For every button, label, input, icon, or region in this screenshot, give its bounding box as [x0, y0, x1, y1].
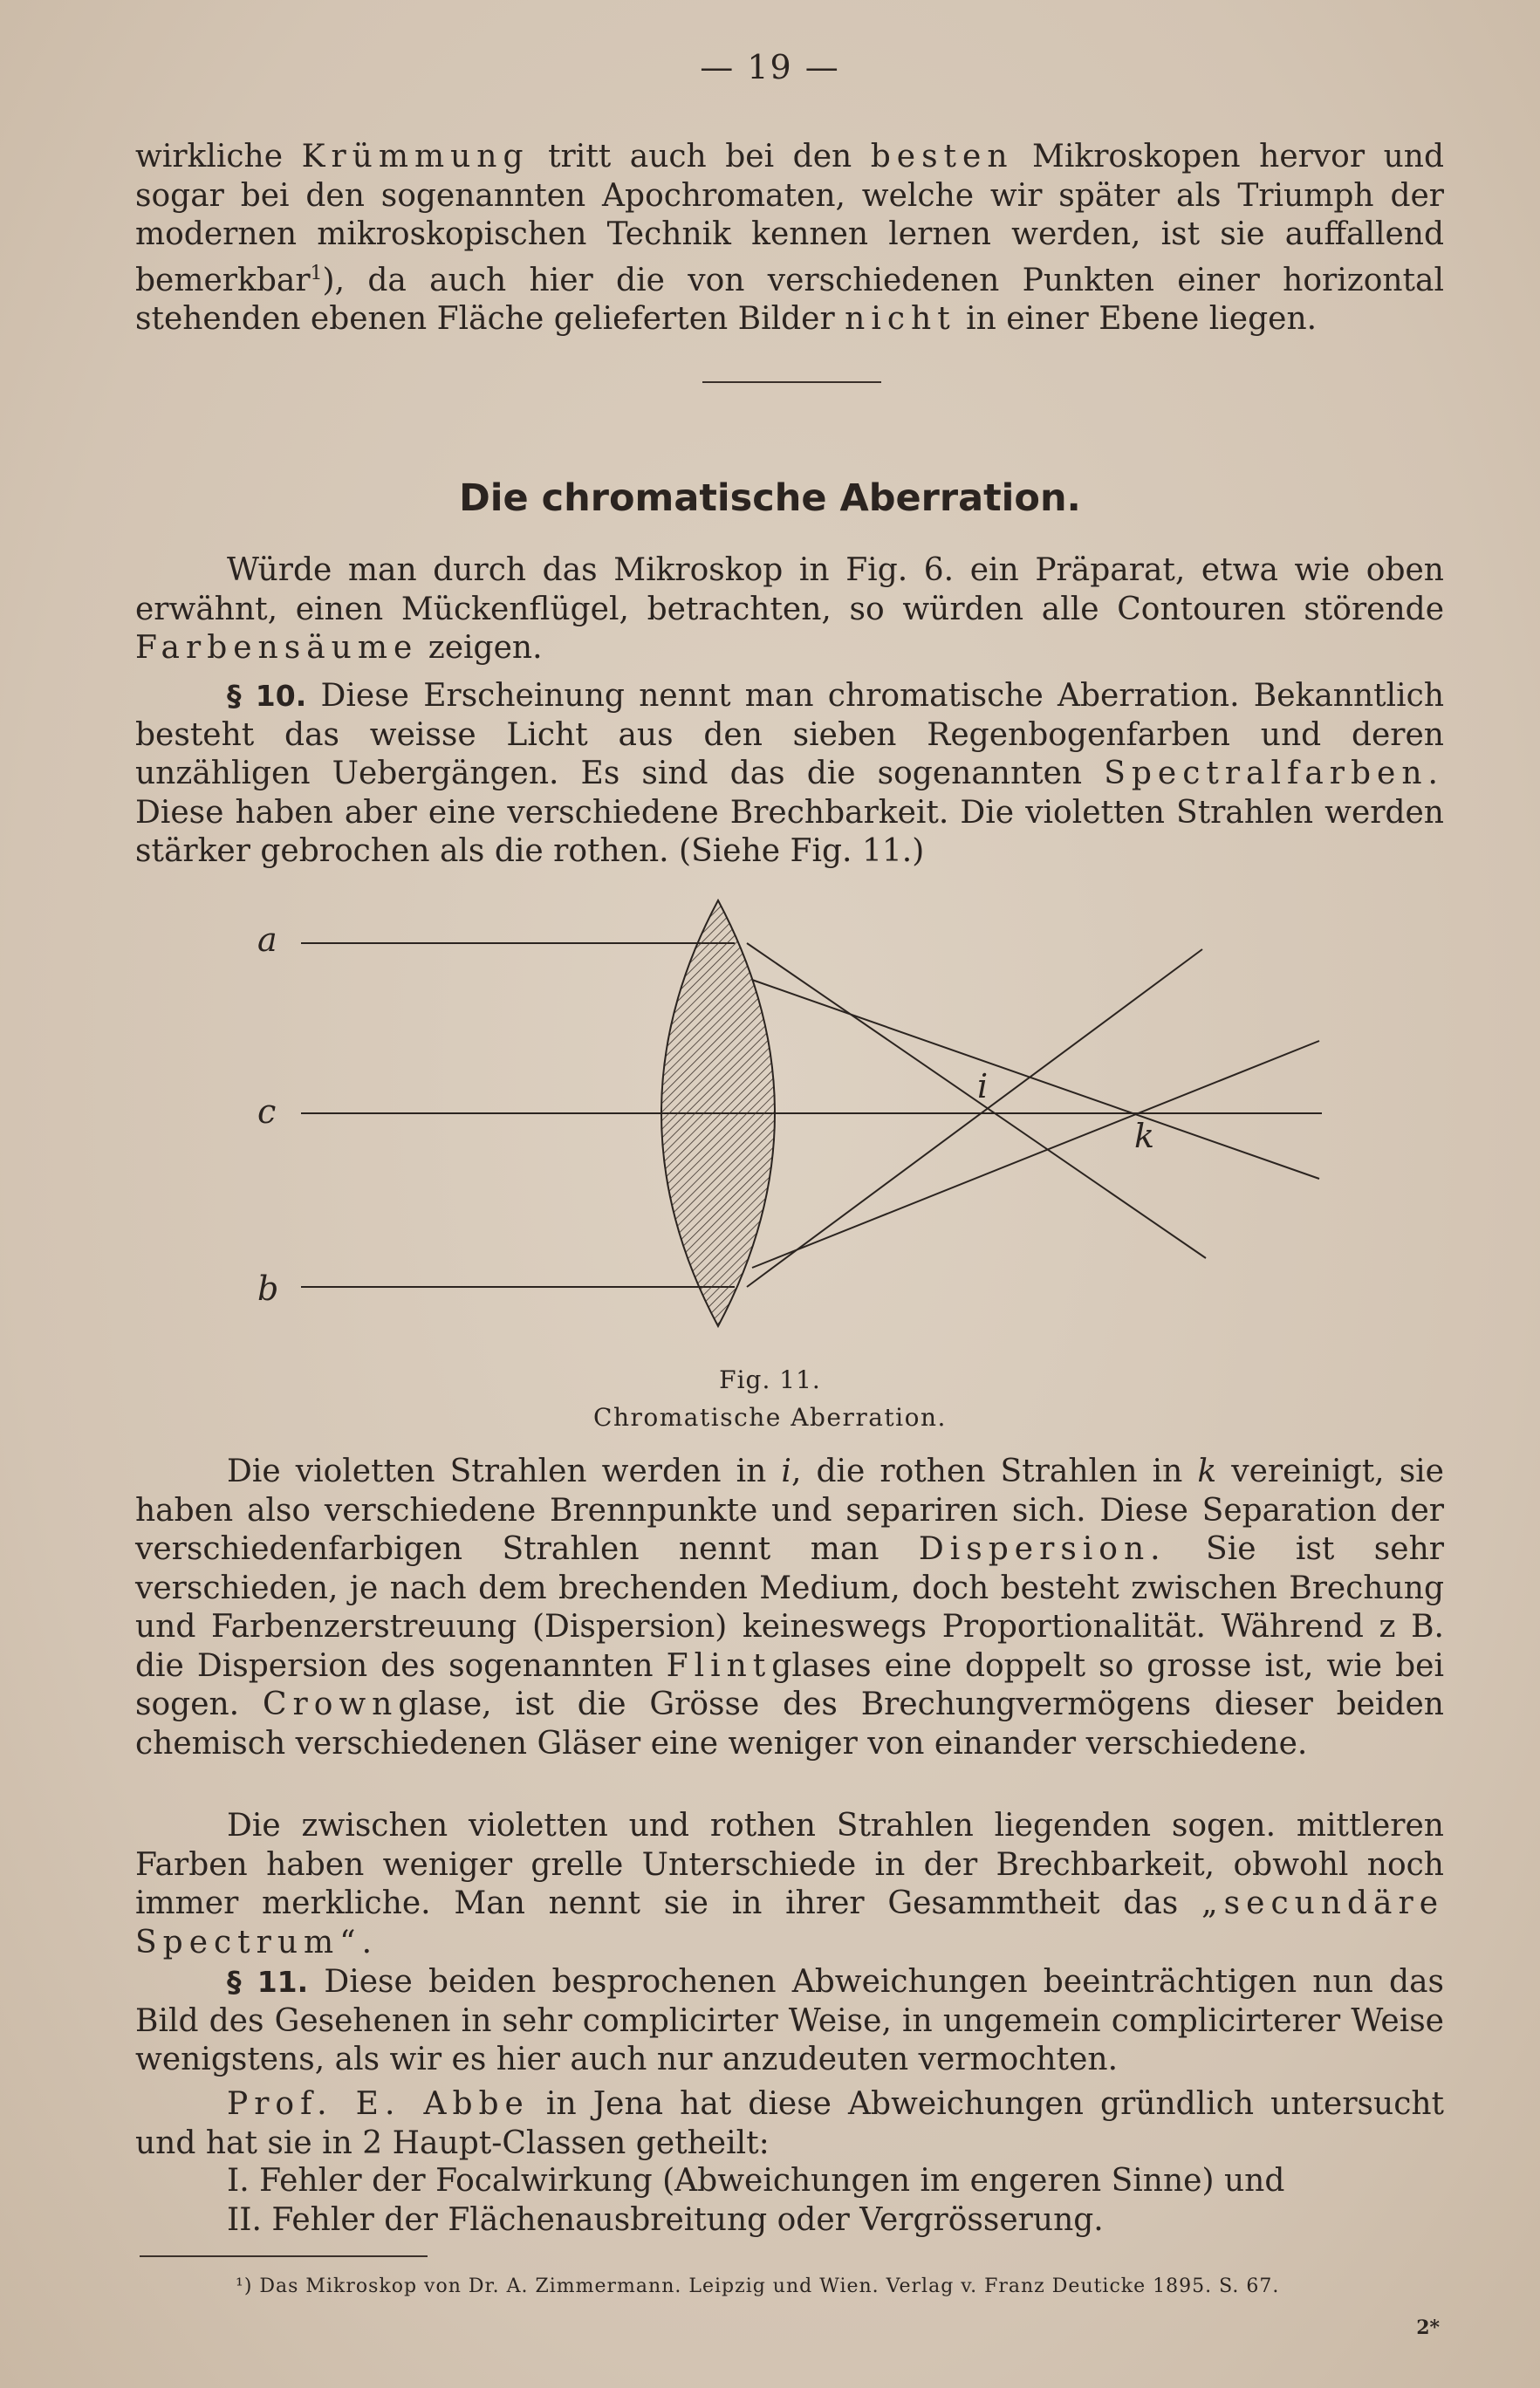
intro-text-1: wirkliche	[135, 139, 302, 174]
intro-spaced-besten: besten	[870, 139, 1014, 174]
violett-text-4: Sie ist sehr verschieden, je nach dem brechenden Medium, doch besteht zwischen Brechung und Farbenzerstreuung (Dispersion) keineswegs Proportionalität. Während z B. die Dispersion des sogenannten	[135, 1531, 1444, 1684]
wuerde-text-2: zeigen.	[418, 630, 543, 666]
intro-text-5: in einer Ebene liegen.	[955, 301, 1318, 337]
page-number: — 19 —	[700, 48, 840, 86]
zwischen-spaced: „secundäre Spectrum“	[135, 1885, 1444, 1960]
intro-text-3: Mikroskopen hervor und sogar bei den sogenannten Apochromaten, welche wir später als Triumph der modernen mikroskopischen Technik kennen lernen werden, ist sie auffallend bemerkbar	[135, 139, 1444, 298]
zwischen-text-2: .	[361, 1924, 373, 1960]
sheet-signature: 2*	[1416, 2316, 1440, 2339]
intro-text-4: ), da auch hier die von verschiedenen Punkten einer horizontal stehenden ebenen Fläche gelieferten Bilder	[135, 262, 1444, 337]
lens-diagram	[227, 899, 1326, 1352]
section-11-mark: § 11.	[227, 1965, 309, 1999]
violett-text-3: vereinigt, sie haben also verschiedene Brennpunkte und separiren sich. Diese Separation der verschiedenfarbigen Strahlen nennt man	[135, 1454, 1444, 1567]
figure-chromatic-aberration	[227, 899, 1326, 1356]
section-10-mark: § 10.	[227, 679, 307, 713]
label-i: i	[977, 1067, 989, 1105]
violett-k: k	[1197, 1454, 1217, 1489]
wuerde-spaced: Farbensäume	[135, 630, 419, 666]
violett-text-2: , die rothen Strahlen in	[791, 1454, 1198, 1489]
paragraph-zwischen	[135, 1807, 1444, 1962]
label-b: b	[257, 1269, 279, 1308]
abbe-text: in Jena hat diese Abweichungen gründlich untersucht und hat sie in 2 Haupt-Classen getheilt:	[135, 2086, 1445, 2161]
paragraph-wuerde	[135, 551, 1444, 668]
figure-caption-title: Chromatische Aberration.	[593, 1403, 947, 1432]
wuerde-text-1: Würde man durch das Mikroskop in Fig. 6. ein Präparat, etwa wie oben erwähnt, einen Mückenflügel, betrachten, so würden alle Contouren störende	[135, 552, 1444, 627]
paragraph-section-11	[135, 1963, 1444, 2080]
intro-text-2: tritt auch bei den	[529, 139, 871, 174]
footnote-marker: 1	[310, 262, 323, 284]
section-heading: Die chromatische Aberration.	[459, 476, 1081, 520]
violet-ray-upper	[747, 943, 1206, 1258]
list-item-2: II. Fehler der Flächenausbreitung oder Vergrösserung.	[227, 2202, 1104, 2238]
figure-caption-number: Fig. 11.	[719, 1365, 821, 1394]
intro-spaced-nicht: nicht	[845, 301, 956, 337]
section-10-text-2: Diese haben aber eine verschiedene Brechbarkeit. Die violetten Strahlen werden stärker gebrochen als die rothen. (Siehe Fig. 11.)	[135, 794, 1444, 869]
footnote: ¹) Das Mikroskop von Dr. A. Zimmermann. Leipzig und Wien. Verlag v. Franz Deuticke 1895. S. 67.	[236, 2275, 1280, 2297]
label-a: a	[257, 920, 277, 959]
paragraph-section-10	[135, 677, 1444, 872]
violett-spaced-crown: Crown	[262, 1687, 399, 1722]
footnote-divider	[140, 2255, 428, 2257]
violett-i: i	[781, 1454, 791, 1489]
red-ray-upper	[752, 980, 1319, 1179]
intro-spaced-kruemmung: Krümmung	[301, 139, 530, 174]
label-k: k	[1134, 1117, 1155, 1155]
red-ray-lower	[752, 1041, 1319, 1268]
abbe-spaced: Prof. E. Abbe	[227, 2086, 530, 2122]
label-c: c	[257, 1092, 277, 1131]
section-divider	[702, 381, 881, 383]
section-10-text-1: Diese Erscheinung nennt man chromatische Aberration. Bekanntlich besteht das weisse Licht aus den sieben Regenbogenfarben und deren unzähligen Uebergängen. Es sind das die sogenannten	[135, 678, 1445, 791]
list-item-1: I. Fehler der Focalwirkung (Abweichungen im engeren Sinne) und	[227, 2163, 1285, 2199]
violett-text-6: glase, ist die Grösse des Brechungvermögens dieser beiden chemisch verschiedenen Gläser eine weniger von einander verschiedene.	[135, 1687, 1444, 1762]
paragraph-abbe	[135, 2085, 1444, 2163]
section-10-spaced: Spectralfarben.	[1104, 756, 1444, 791]
violett-spaced-flint: Flint	[666, 1647, 772, 1684]
violett-spaced-dispersion: Dispersion.	[918, 1531, 1167, 1567]
paragraph-violett	[135, 1453, 1444, 1763]
section-11-text-1: Diese beiden besprochenen Abweichungen beeinträchtigen nun das Bild des Gesehenen in sehr complicirter Weise, in ungemein complicirterer Weise wenigstens, als wir es hier auch nur anzudeuten vermochten.	[135, 1964, 1445, 2077]
lens	[661, 900, 775, 1326]
intro-paragraph	[135, 138, 1444, 339]
violett-text-1: Die violetten Strahlen werden in	[227, 1454, 782, 1489]
zwischen-text-1: Die zwischen violetten und rothen Strahlen liegenden sogen. mittleren Farben haben weniger grelle Unterschiede in der Brechbarkeit, obwohl noch immer merkliche. Man nennt sie in ihrer Gesammtheit das	[135, 1808, 1444, 1921]
violett-text-5: glases eine doppelt so grosse ist, wie bei sogen.	[135, 1647, 1444, 1722]
